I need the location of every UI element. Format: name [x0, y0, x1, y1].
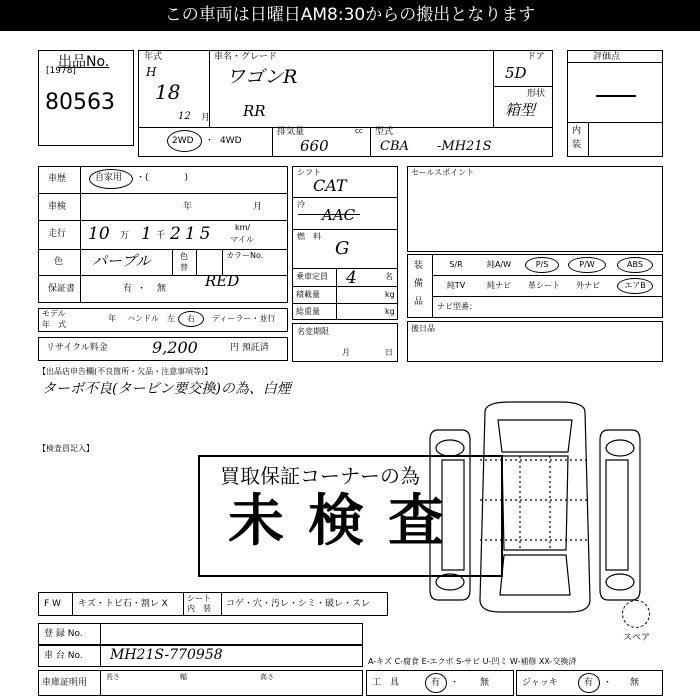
color-code-value: RED [205, 272, 240, 290]
drive-sep: ・ [205, 136, 215, 146]
inspection-label: 車検 [48, 202, 67, 212]
ac-label: 冷 [297, 200, 305, 209]
lot-sub: [1978] [46, 66, 76, 76]
stamp-line-2: 未検査 [228, 489, 468, 554]
rating-label: 評価点 [593, 52, 621, 62]
year-month: 12 [178, 111, 191, 122]
tools-sep: ・ [450, 678, 460, 688]
mileage-mile: マイル [230, 235, 254, 244]
name-model: ワゴンR [226, 66, 298, 88]
jack-label: ジャッキ [522, 678, 558, 688]
fw-label: F W [44, 599, 61, 609]
seat-label-2: 内 装 [187, 604, 211, 613]
jack-sep: ・ [603, 678, 613, 688]
cert-label: 車庫証明用 [42, 678, 88, 688]
spare-label: スペア [623, 633, 651, 643]
ac-strikethrough [298, 214, 360, 215]
rating-value-dash [596, 95, 636, 97]
tools-label: 工 具 [372, 678, 400, 688]
color-value: パープル [92, 252, 151, 270]
model-year-year: 年 [108, 314, 116, 323]
ac-value: AAC [322, 206, 356, 224]
after-items-label: 後日品 [411, 324, 435, 333]
model-type-value2: -MH21S [437, 139, 492, 154]
damage-legend: A-キズ C-腐食 E-エクボ S-サビ U-凹ミ W-補修 XX-交換済 [368, 657, 577, 666]
name-change-label: 名変期限 [297, 327, 329, 336]
equip-aw: 純A/W [486, 260, 512, 269]
inspection-month: 月 [253, 202, 263, 212]
equipment-label-3: 品 [414, 297, 424, 307]
color-swap-1: 色 [180, 252, 188, 261]
tools-has: 有 [431, 678, 441, 688]
mileage-u2: 千 [156, 231, 166, 241]
handle-label: ハンドル [127, 314, 159, 323]
capacity-value: 4 [346, 268, 357, 288]
inspection-year: 年 [183, 202, 193, 212]
equip-ext-navi: 外ナビ [576, 281, 600, 290]
load-unit: kg [385, 290, 395, 299]
tools-none: 無 [480, 678, 490, 688]
equip-ps: P/S [535, 260, 549, 269]
name-change-month: 月 [342, 348, 350, 357]
equip-tv: 純TV [446, 281, 466, 290]
seat-label-1: シート [187, 594, 211, 603]
announcement-banner: この車両は日曜日AM8:30からの搬出となります [0, 0, 700, 31]
capacity-unit: 名 [385, 272, 393, 281]
name-change-day: 日 [385, 348, 393, 357]
jack-none: 無 [630, 678, 640, 688]
registration-label: 登 録 No. [44, 629, 83, 639]
displacement-label: 排気量 [277, 127, 305, 137]
car-damage-diagram [420, 400, 660, 640]
navi-model-label: ナビ型番： [437, 302, 477, 311]
recycle-unit: 円 預託済 [230, 343, 269, 353]
shape-value: 箱型 [505, 101, 536, 119]
color-swap-2: 替 [180, 263, 188, 272]
year-label: 年式 [144, 52, 163, 62]
recycle-value: 9,200 [152, 338, 198, 357]
cert-length: 長さ [106, 673, 120, 681]
equipment-label-2: 備 [414, 279, 424, 289]
year-era: H [146, 65, 157, 79]
sales-point-box [407, 166, 663, 252]
equip-airbag: エアB [624, 281, 646, 290]
displacement-unit: cc [355, 127, 363, 135]
model-type-value: CBA [380, 139, 409, 154]
seat-items: コゲ・穴・汚レ・シミ・破レ・スレ [226, 599, 371, 609]
equip-pw: P/W [579, 260, 595, 269]
warranty-has: 有 [123, 284, 133, 294]
color-code-label: カラーNo. [226, 251, 264, 260]
equipment-label-1: 装 [414, 261, 424, 271]
jack-has: 有 [584, 678, 594, 688]
equip-navi: 純ナビ [487, 281, 511, 290]
fuel-label: 燃 料 [297, 232, 321, 241]
dealer: ディーラー・並行 [212, 314, 276, 323]
warranty-none: 無 [157, 284, 167, 294]
drive-4wd: 4WD [220, 136, 242, 146]
shift-label: シフト [297, 168, 321, 177]
fw-items: キズ・トビ石・割レ X [78, 599, 168, 609]
load-label: 積載量 [296, 290, 320, 299]
handle-right: 右 [187, 314, 195, 323]
equip-leather: 革シート [528, 281, 560, 290]
mileage-n3: 215 [170, 224, 215, 244]
model-type-label: 型式 [375, 127, 394, 137]
notes-label: 【出品店申告欄(不良箇所・欠品・注意事項等)】 [38, 367, 213, 376]
fuel-value: G [335, 238, 350, 259]
shift-value: CAT [313, 176, 347, 195]
stamp-line-1: 買取保証コーナーの為 [220, 464, 420, 488]
year-value: 18 [155, 80, 181, 104]
drive-2wd: 2WD [172, 136, 194, 146]
shape-label: 形状 [527, 89, 546, 99]
handle-left: 左 [167, 314, 175, 323]
cert-height: 高さ [260, 673, 274, 681]
mileage-u1: 万 [120, 231, 130, 241]
warranty-label: 保証書 [48, 284, 76, 294]
model-year-label-2: 年 式 [42, 320, 66, 329]
equip-abs: ABS [627, 260, 643, 269]
name-label: 車名・グレード [214, 52, 278, 62]
doors-label: ドア [527, 52, 545, 62]
inspector-label: 【検査員記入】 [38, 444, 94, 453]
doors-value: 5D [505, 64, 527, 82]
history-label: 車歴 [48, 174, 67, 184]
lot-number: 80563 [45, 90, 115, 115]
name-grade: RR [243, 102, 266, 120]
spare-tire-icon [622, 600, 650, 628]
color-label: 色 [54, 257, 64, 267]
recycle-label: リサイクル料金 [46, 343, 108, 353]
notes-value: ターボ不良(タービン要交換)の為、白煙 [42, 381, 291, 397]
mileage-km: km/ [235, 223, 251, 232]
sales-point-label: セールスポイント [411, 168, 475, 177]
mileage-label: 走行 [48, 229, 67, 239]
displacement-value: 660 [300, 137, 329, 155]
cert-width: 幅 [180, 673, 187, 681]
weight-unit: kg [385, 307, 395, 316]
model-year-label-1: モデル [42, 309, 66, 318]
warranty-sep: ・ [137, 284, 147, 294]
capacity-label: 乗車定員 [296, 272, 328, 281]
mileage-n2: 1 [141, 224, 152, 244]
chassis-label: 車 台 No. [44, 651, 83, 661]
history-rest: ・( ) [136, 173, 189, 183]
registration-row [38, 623, 363, 645]
equip-sr: S/R [449, 260, 463, 269]
rating-box [567, 50, 663, 157]
after-items-box [407, 321, 663, 362]
year-month-unit: 月 [201, 113, 211, 123]
chassis-value: MH21S-770958 [110, 647, 223, 663]
history-value: 自家用 [95, 173, 123, 183]
interior-label-1: 内 [572, 126, 582, 136]
lot-label: 出品No. [58, 54, 110, 70]
mileage-n1: 10 [88, 224, 110, 244]
interior-label-2: 装 [572, 140, 582, 150]
weight-label: 総重量 [296, 307, 320, 316]
